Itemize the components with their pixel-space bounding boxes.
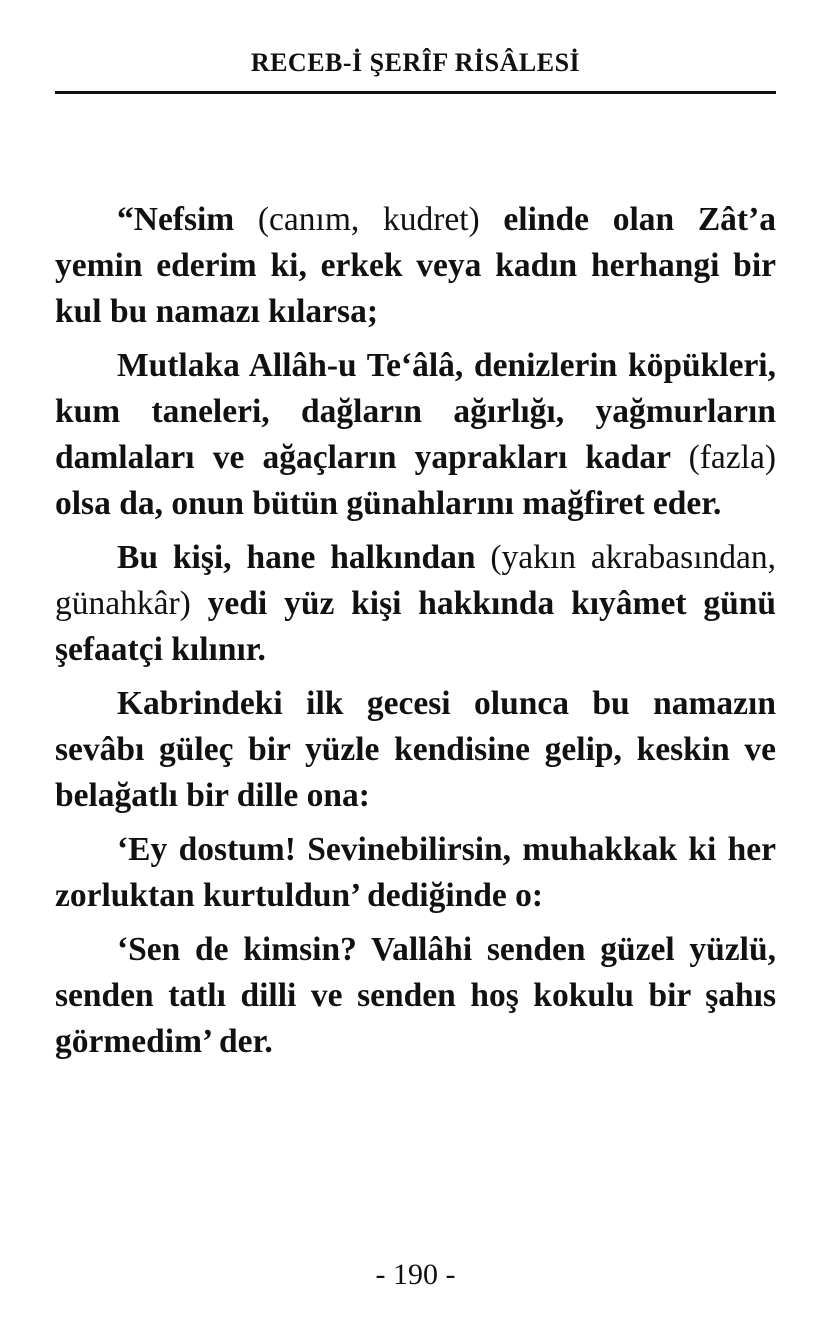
text-run: Mutlaka Allâh-u Te‘âlâ, denizlerin köpükleri, kum taneleri, dağların ağırlığı, yağmurların damlaları ve ağaçların yaprakları kadar — [55, 347, 776, 476]
text-run: ‘Ey dostum! Sevinebilirsin, muhakkak ki her zorluktan kurtuldun’ dediğinde o: — [55, 831, 776, 914]
text-run: elinde olan Zât’a yemin ederim ki, erkek veya kadın herhangi bir kul bu namazı kılarsa; — [55, 201, 776, 330]
text-run: ‘Sen de kimsin? Vallâhi senden güzel yüzlü, senden tatlı dilli ve senden hoş kokulu bir şahıs görmedim’ der. — [55, 931, 776, 1060]
paragraph-4 — [55, 681, 776, 819]
text-run: yedi yüz kişi hakkında kıyâmet günü şefaatçi kılınır. — [55, 585, 776, 668]
header-divider — [55, 91, 776, 94]
text-run: olsa da, onun bütün günahlarını mağfiret eder. — [55, 485, 722, 522]
page-header-title: RECEB-İ ŞERÎF RİSÂLESİ — [250, 48, 581, 77]
paragraph-5 — [55, 827, 776, 919]
paragraph-2 — [55, 343, 776, 527]
body-text — [55, 197, 776, 1073]
text-run: Bu kişi, hane halkından — [117, 539, 491, 576]
paragraph-6 — [55, 927, 776, 1065]
paragraph-1 — [55, 197, 776, 335]
text-run: Kabrindeki ilk gecesi olunca bu namazın sevâbı güleç bir yüzle kendisine gelip, keskin ve belağatlı bir dille ona: — [55, 685, 776, 814]
text-run: (canım, kudret) — [257, 201, 504, 238]
page-number: - 190 - — [375, 1258, 456, 1291]
paragraph-3 — [55, 535, 776, 673]
text-run: “Nefsim — [117, 201, 258, 238]
text-run: (yakın akrabasından, günahkâr) — [55, 539, 776, 622]
text-run: (fazla) — [688, 439, 776, 476]
